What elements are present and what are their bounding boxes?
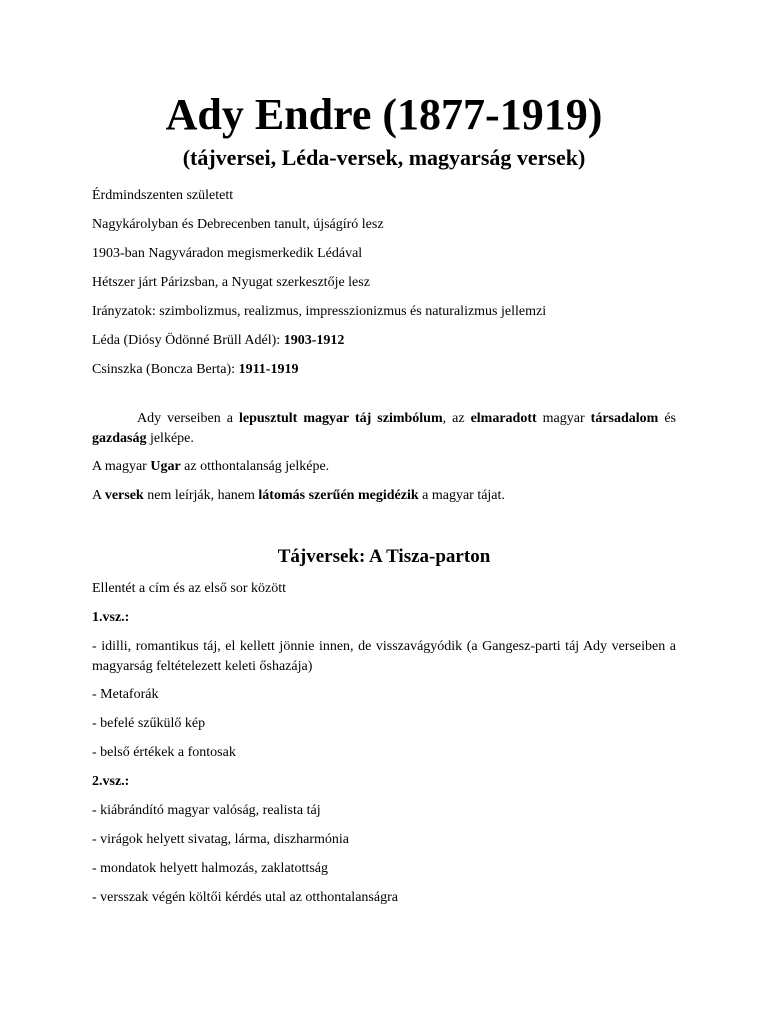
stanza-1-label: 1.vsz.: bbox=[92, 610, 130, 625]
bio-line-paris: Hétszer járt Párizsban, a Nyugat szerkesztője lesz bbox=[92, 275, 370, 290]
stanza-2-label: 2.vsz.: bbox=[92, 774, 130, 789]
section-intro: Ellentét a cím és az első sor között bbox=[92, 581, 286, 596]
paragraph-ugar: A magyar Ugar az otthontalanság jelképe. bbox=[92, 459, 330, 474]
csinszka-text: Csinszka (Boncza Berta): bbox=[92, 362, 239, 377]
paragraph-landscape-symbol: Ady verseiben a lepusztult magyar táj szimbólum, az elmaradott magyar társadalom és gazdaság jelképe. bbox=[92, 411, 676, 446]
page-title: Ady Endre (1877-1919) bbox=[165, 90, 603, 139]
stanza-2-item: - kiábrándító magyar valóság, realista táj bbox=[92, 803, 321, 818]
stanza-2-item: - virágok helyett sivatag, lárma, diszharmónia bbox=[92, 832, 349, 847]
stanza-2-item: - versszak végén költői kérdés utal az otthontalanságra bbox=[92, 890, 398, 905]
section-title: Tájversek: A Tisza-parton bbox=[277, 546, 491, 567]
leda-years: 1903-1912 bbox=[283, 333, 345, 348]
stanza-1-item: - befelé szűkülő kép bbox=[92, 716, 206, 731]
leda-line bbox=[92, 331, 676, 351]
csinszka-line bbox=[92, 360, 676, 380]
stanza-1-item: - idilli, romantikus táj, el kellett jönnie innen, de visszavágyódik (a Gangesz-parti táj Ady verseiben a magyarság feltételezett keleti őshazája) bbox=[92, 639, 676, 674]
stanza-1-item: - belső értékek a fontosak bbox=[92, 745, 236, 760]
paragraph-vision: A versek nem leírják, hanem látomás szerűén megidézik a magyar tájat. bbox=[92, 488, 505, 503]
page-subtitle: (tájversei, Léda-versek, magyarság versek) bbox=[182, 145, 586, 170]
csinszka-years: 1911-1919 bbox=[238, 362, 299, 377]
bio-line-movements: Irányzatok: szimbolizmus, realizmus, impresszionizmus és naturalizmus jellemzi bbox=[92, 304, 547, 319]
bio-line-leda-meeting: 1903-ban Nagyváradon megismerkedik Lédával bbox=[92, 246, 363, 261]
leda-text: Léda (Diósy Ödönné Brüll Adél): bbox=[92, 333, 284, 348]
stanza-2-item: - mondatok helyett halmozás, zaklatottság bbox=[92, 861, 328, 876]
stanza-1-item: - Metaforák bbox=[92, 687, 159, 702]
bio-line-birthplace: Érdmindszenten született bbox=[92, 188, 234, 203]
bio-line-education: Nagykárolyban és Debrecenben tanult, újságíró lesz bbox=[92, 217, 384, 232]
